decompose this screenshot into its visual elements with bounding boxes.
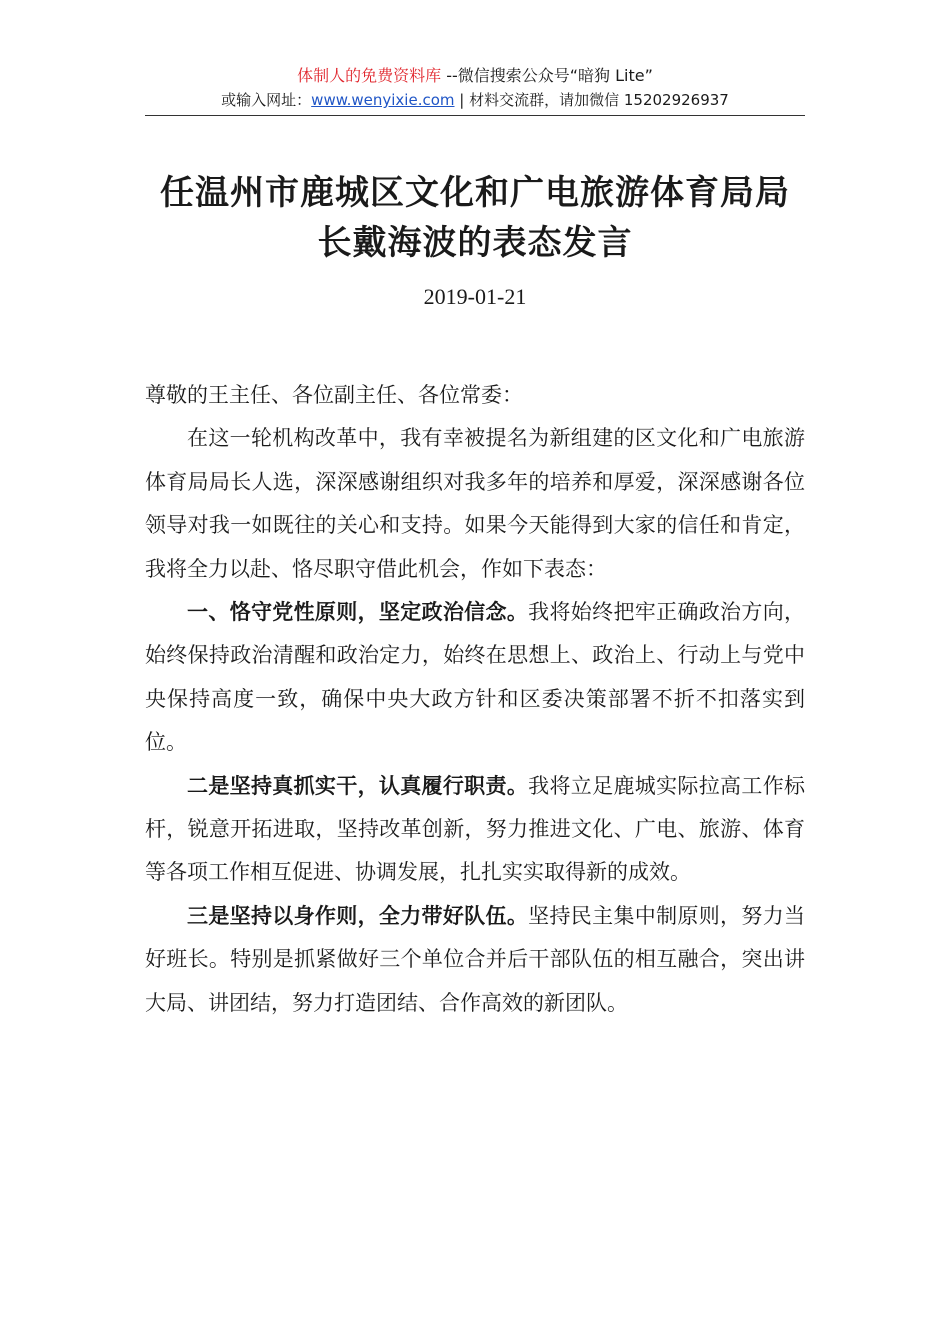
salutation: 尊敬的王主任、各位副主任、各位常委： [145,383,523,407]
header-tagline: --微信搜索公众号“暗狗 Lite” [441,66,653,85]
brand-name: 体制人的免费资料库 [297,66,442,85]
header-contact: | 材料交流群，请加微信 15202926937 [454,91,729,109]
title-line-2: 长戴海波的表态发言 [317,223,633,263]
document-date: 2019-01-21 [423,284,527,309]
point-text-1: 我将始终把牢正确政治方向，始终保持政治清醒和政治定力，始终在思想上、政治上、行动上与党中央保持高度一致，确保中央大政方针和区委决策部署不折不扣落实到位。 [145,600,806,755]
document-title [100,168,850,268]
point-paragraph-3 [145,895,805,1025]
page-header [145,64,805,112]
header-line-2 [145,88,805,112]
website-link[interactable]: www.wenyixie.com [311,91,455,109]
header-line-1 [145,64,805,88]
document-body [145,374,805,1025]
point-heading-3: 三是坚持以身作则，全力带好队伍。 [187,903,529,928]
point-text-3: 坚持民主集中制原则，努力当好班长。特别是抓紧做好三个单位合并后干部队伍的相互融合，突出讲大局、讲团结，努力打造团结、合作高效的新团队。 [145,903,806,1015]
title-line-1: 任温州市鹿城区文化和广电旅游体育局局 [160,173,790,213]
point-heading-1: 一、恪守党性原则，坚定政治信念。 [187,600,529,625]
point-paragraph-2 [145,765,805,895]
url-prefix: 或输入网址： [221,91,312,109]
header-divider [145,115,805,116]
point-text-2: 我将立足鹿城实际拉高工作标杆，锐意开拓进取，坚持改革创新，努力推进文化、广电、旅游、体育等各项工作相互促进、协调发展，扎扎实实取得新的成效。 [145,773,806,885]
point-heading-2: 二是坚持真抓实干，认真履行职责。 [187,773,529,798]
point-paragraph-1 [145,591,805,765]
intro-paragraph: 在这一轮机构改革中，我有幸被提名为新组建的区文化和广电旅游体育局局长人选，深深感谢组织对我多年的培养和厚爱，深深感谢各位领导对我一如既往的关心和支持。如果今天能得到大家的信任和肯定，我将全力以赴、恪尽职守借此机会，作如下表态： [145,426,805,581]
